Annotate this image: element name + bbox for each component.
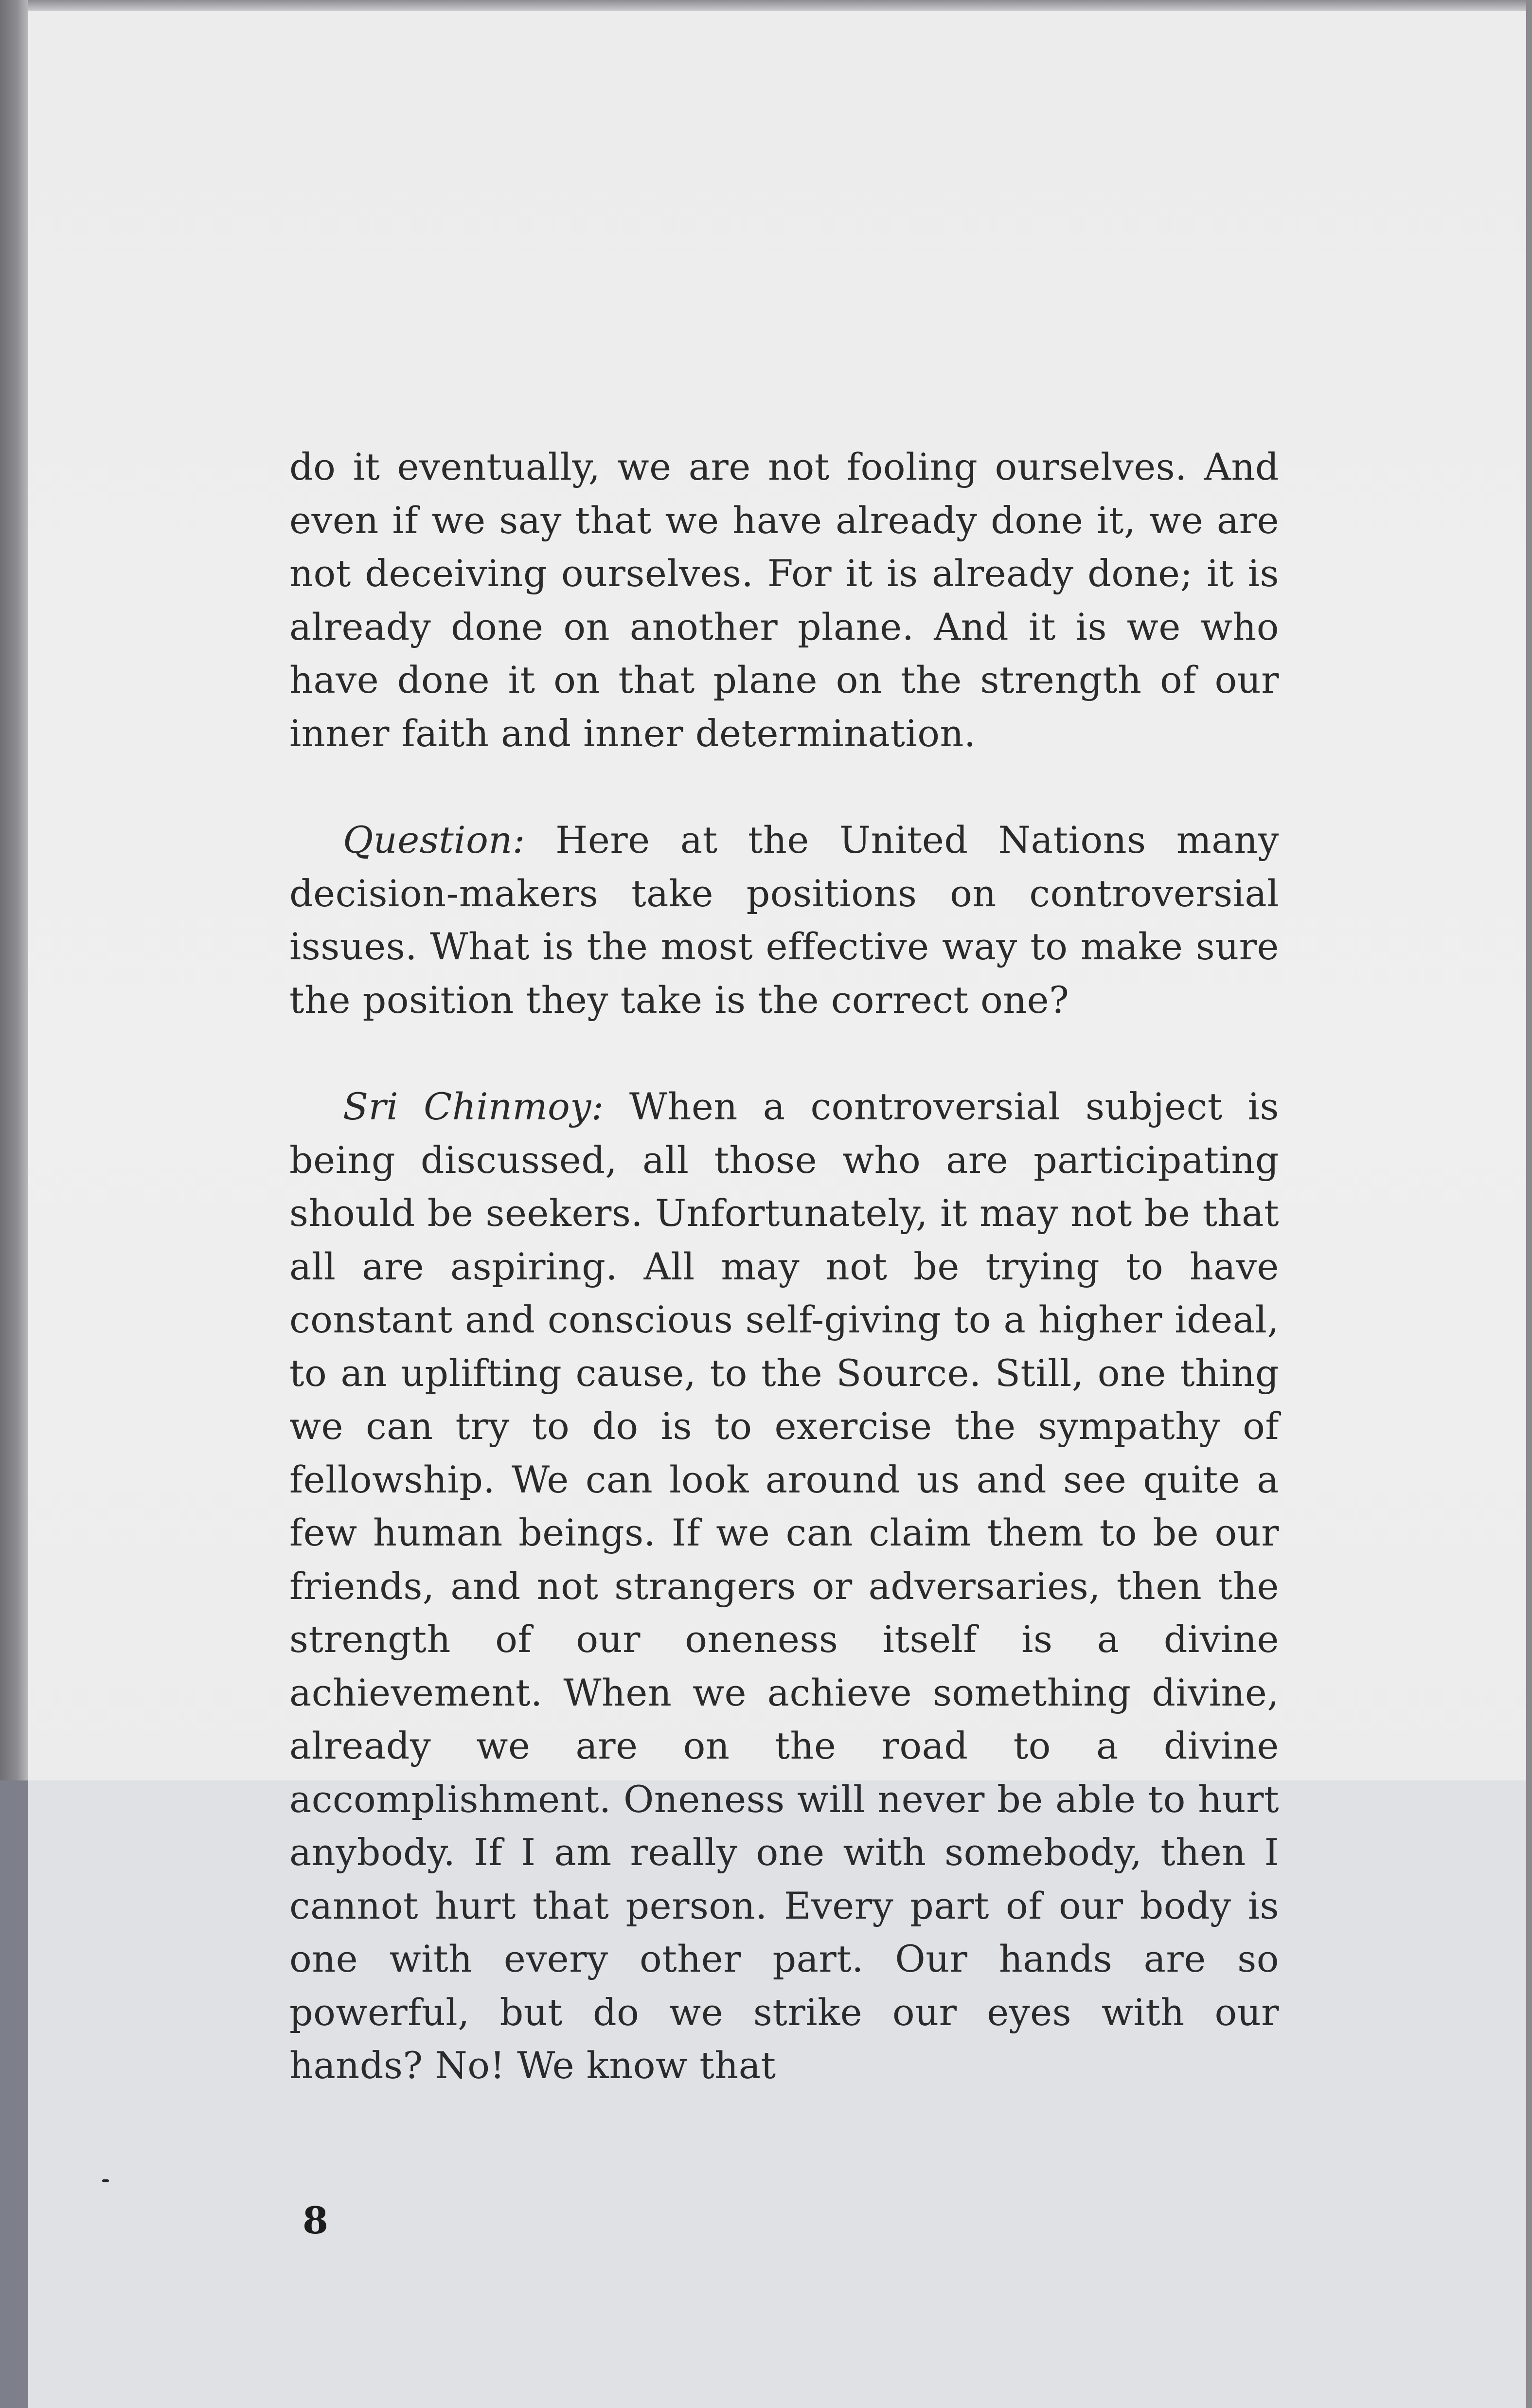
scan-edge-right <box>1526 0 1532 2408</box>
question-label: Question: <box>343 818 525 862</box>
paragraph-text: Here at the United Nations many decision-makers take positions on controversial issues. What is the most effective way to make sure the position they take is the correct one? <box>289 818 1279 1022</box>
body-text <box>289 440 1279 2092</box>
paragraph-question <box>289 813 1279 1026</box>
speaker-label: Sri Chinmoy: <box>343 1085 604 1128</box>
scan-speck <box>102 2179 109 2182</box>
scan-edge-top <box>0 0 1532 11</box>
paragraph-answer <box>289 1080 1279 2092</box>
page-number: 8 <box>303 2199 328 2242</box>
paragraph-continuation <box>289 440 1279 760</box>
paragraph-text: do it eventually, we are not fooling ourselves. And even if we say that we have already done it, we are not deceiving ourselves. For it is already done; it is already done on another plane. And it is we who have done it on that plane on the strength of our inner faith and inner determination. <box>289 445 1279 755</box>
paragraph-text: When a controversial subject is being discussed, all those who are participating should be seekers. Unfortunately, it may not be that all are aspiring. All may not be trying to have constant and conscious self-giving to a higher ideal, to an uplifting cause, to the Source. Still, one thing we can try to do is to exercise the sympathy of fellowship. We can look around us and see quite a few human beings. If we can claim them to be our friends, and not strangers or adversaries, then the strength of our oneness itself is a divine achievement. When we achieve something divine, already we are on the road to a divine accomplishment. Oneness will never be able to hurt anybody. If I am really one with somebody, then I cannot hurt that person. Every part of our body is one with every other part. Our hands are so powerful, but do we strike our eyes with our hands? No! We know that <box>289 1085 1279 2087</box>
scan-band-left <box>0 1780 28 2408</box>
